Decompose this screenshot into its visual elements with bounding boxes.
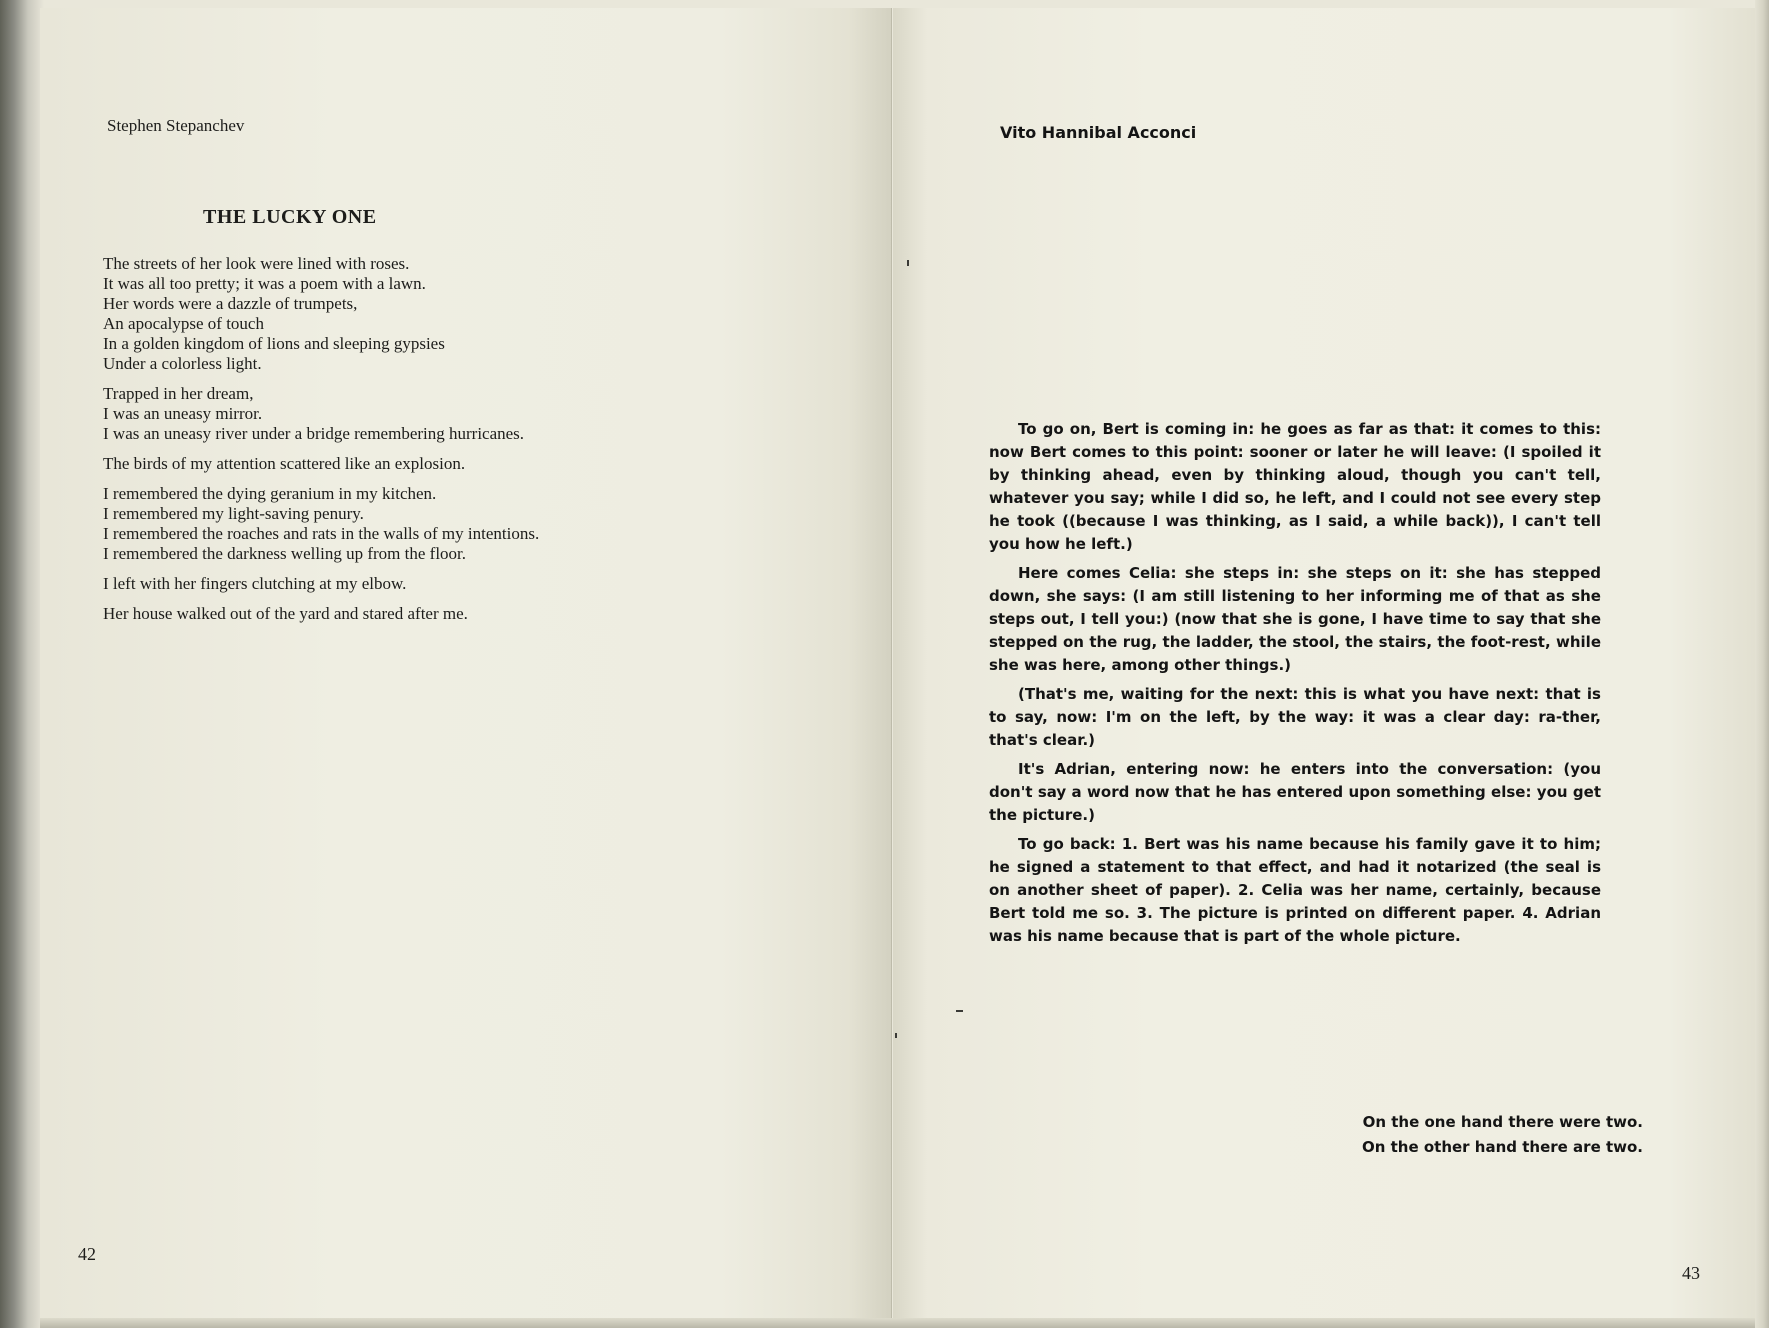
- poem-line: I remembered the darkness welling up from the floor.: [103, 544, 467, 563]
- closing-line: On the other hand there are two.: [1361, 1138, 1643, 1156]
- poem-line: Trapped in her dream,: [103, 384, 254, 403]
- poem-line: In a golden kingdom of lions and sleeping gypsies: [103, 334, 445, 353]
- poem-line: The streets of her look were lined with roses.: [103, 254, 410, 273]
- closing-lines: [1362, 1110, 1643, 1160]
- closing-line: On the one hand there were two.: [1362, 1113, 1643, 1131]
- poem-line: The birds of my attention scattered like an explosion.: [103, 454, 466, 473]
- poem-line: It was all too pretty; it was a poem with a lawn.: [103, 274, 426, 293]
- right-author-name: Vito Hannibal Acconci: [1000, 123, 1197, 142]
- prose-body: [989, 418, 1601, 954]
- prose-paragraph: To go back: 1. Bert was his name because his family gave it to him; he signed a statement to that effect, and had it notarized (the seal is on another sheet of paper). 2. Celia was her name, certainly, because Bert told me so. 3. The picture is printed on different paper. 4. Adrian was his name because that is part of the whole picture.: [989, 835, 1601, 945]
- poem-line: I left with her fingers clutching at my elbow.: [103, 574, 407, 593]
- page-bottom-edge: [40, 1318, 1755, 1328]
- poem-line: I remembered my light-saving penury.: [103, 504, 364, 523]
- poem-stanza: [103, 454, 803, 474]
- poem-title: THE LUCKY ONE: [203, 206, 377, 228]
- prose-paragraph: To go on, Bert is coming in: he goes as far as that: it comes to this: now Bert comes to this point: sooner or later he will leave: (I spoiled it by thinking ahead, even by thinking aloud, though you can't tell, whatever you say; while I did so, he left, and I could not see every step he took ((because I was thinking, as I said, a while back)), I can't tell you how he left.): [989, 420, 1601, 553]
- poem-stanza: [103, 604, 803, 624]
- prose-paragraph: (That's me, waiting for the next: this is what you have next: that is to say, now: I'm on the left, by the way: it was a clear day: ra-ther, that's clear.): [989, 685, 1601, 749]
- prose-paragraph: It's Adrian, entering now: he enters into the conversation: (you don't say a word now that he has entered upon something else: you get the picture.): [989, 760, 1601, 824]
- poem-line: Her words were a dazzle of trumpets,: [103, 294, 358, 313]
- poem-line: Under a colorless light.: [103, 354, 262, 373]
- left-page-number: 42: [78, 1244, 96, 1264]
- page-edge: [1755, 0, 1769, 1328]
- poem-stanza: [103, 384, 803, 444]
- print-speck: [895, 1033, 897, 1038]
- poem-line: I remembered the roaches and rats in the walls of my intentions.: [103, 524, 540, 543]
- poem-line: Her house walked out of the yard and stared after me.: [103, 604, 468, 623]
- poem-line: I was an uneasy mirror.: [103, 404, 263, 423]
- right-page-number: 43: [1682, 1263, 1700, 1283]
- prose-paragraph: Here comes Celia: she steps in: she steps on it: she has stepped down, she says: (I am still listening to her informing me of that as she steps out, I tell you:) (now that she is gone, I have time to say that she stepped on the rug, the ladder, the stool, the stairs, the foot-rest, while she was here, among other things.): [989, 564, 1601, 674]
- poem-line: An apocalypse of touch: [103, 314, 264, 333]
- left-author-name: Stephen Stepanchev: [107, 116, 245, 135]
- poem-line: I remembered the dying geranium in my kitchen.: [103, 484, 437, 503]
- print-speck: [907, 260, 909, 266]
- poem-line: I was an uneasy river under a bridge remembering hurricanes.: [103, 424, 525, 443]
- print-speck: [956, 1010, 963, 1012]
- poem-stanza: [103, 484, 803, 564]
- poem-stanza: [103, 574, 803, 594]
- poem-stanza: [103, 254, 803, 374]
- poem-body: [103, 254, 803, 634]
- left-page: [40, 8, 892, 1320]
